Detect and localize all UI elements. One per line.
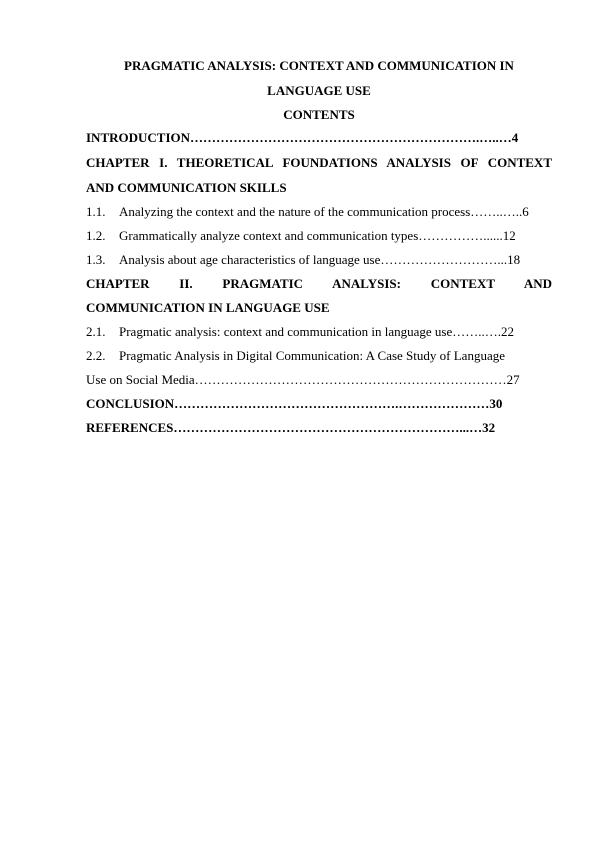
toc-entry-2-2-continuation: Use on Social Media………………………………………………………………27 bbox=[86, 372, 520, 387]
toc-entry-chapter2-line1: CHAPTER II. PRAGMATIC ANALYSIS: CONTEXT AND bbox=[86, 276, 552, 291]
toc-section-number: 2.2. bbox=[86, 348, 106, 363]
toc-section-text: Pragmatic Analysis in Digital Communication: A Case Study of Language bbox=[119, 348, 505, 363]
toc-section-text: Grammatically analyze context and communication types……………......12 bbox=[119, 228, 516, 243]
toc-entry-1-3 bbox=[86, 252, 552, 268]
toc-section-text: Analysis about age characteristics of language use………………………...18 bbox=[119, 252, 521, 267]
contents-heading: CONTENTS bbox=[283, 107, 355, 122]
toc-section-number: 1.1. bbox=[86, 204, 106, 219]
toc-section-text: Pragmatic analysis: context and communication in language use……..….22 bbox=[119, 324, 514, 339]
toc-entry-2-2 bbox=[86, 348, 552, 364]
toc-section-text: Analyzing the context and the nature of the communication process……..…..6 bbox=[119, 204, 529, 219]
toc-entry-introduction: INTRODUCTION………………………………………………………….…..…4 bbox=[86, 130, 519, 145]
toc-section-number: 1.3. bbox=[86, 252, 106, 267]
toc-entry-references: REFERENCES…………………………………………………………...…32 bbox=[86, 420, 496, 435]
toc-entry-chapter2-line2: COMMUNICATION IN LANGUAGE USE bbox=[86, 300, 330, 315]
toc-entry-2-1 bbox=[86, 324, 552, 340]
toc-entry-chapter1-line1: CHAPTER I. THEORETICAL FOUNDATIONS ANALYSIS OF CONTEXT bbox=[86, 155, 552, 170]
toc-section-number: 1.2. bbox=[86, 228, 106, 243]
toc-entry-1-2 bbox=[86, 228, 552, 244]
toc-section-number: 2.1. bbox=[86, 324, 106, 339]
toc-entry-chapter1-line2: AND COMMUNICATION SKILLS bbox=[86, 180, 287, 195]
document-title-line2: LANGUAGE USE bbox=[267, 83, 371, 98]
document-title-line1: PRAGMATIC ANALYSIS: CONTEXT AND COMMUNICATION IN bbox=[124, 58, 514, 73]
toc-entry-1-1 bbox=[86, 204, 552, 220]
toc-entry-conclusion: CONCLUSION…………………………………………….…………………30 bbox=[86, 396, 503, 411]
